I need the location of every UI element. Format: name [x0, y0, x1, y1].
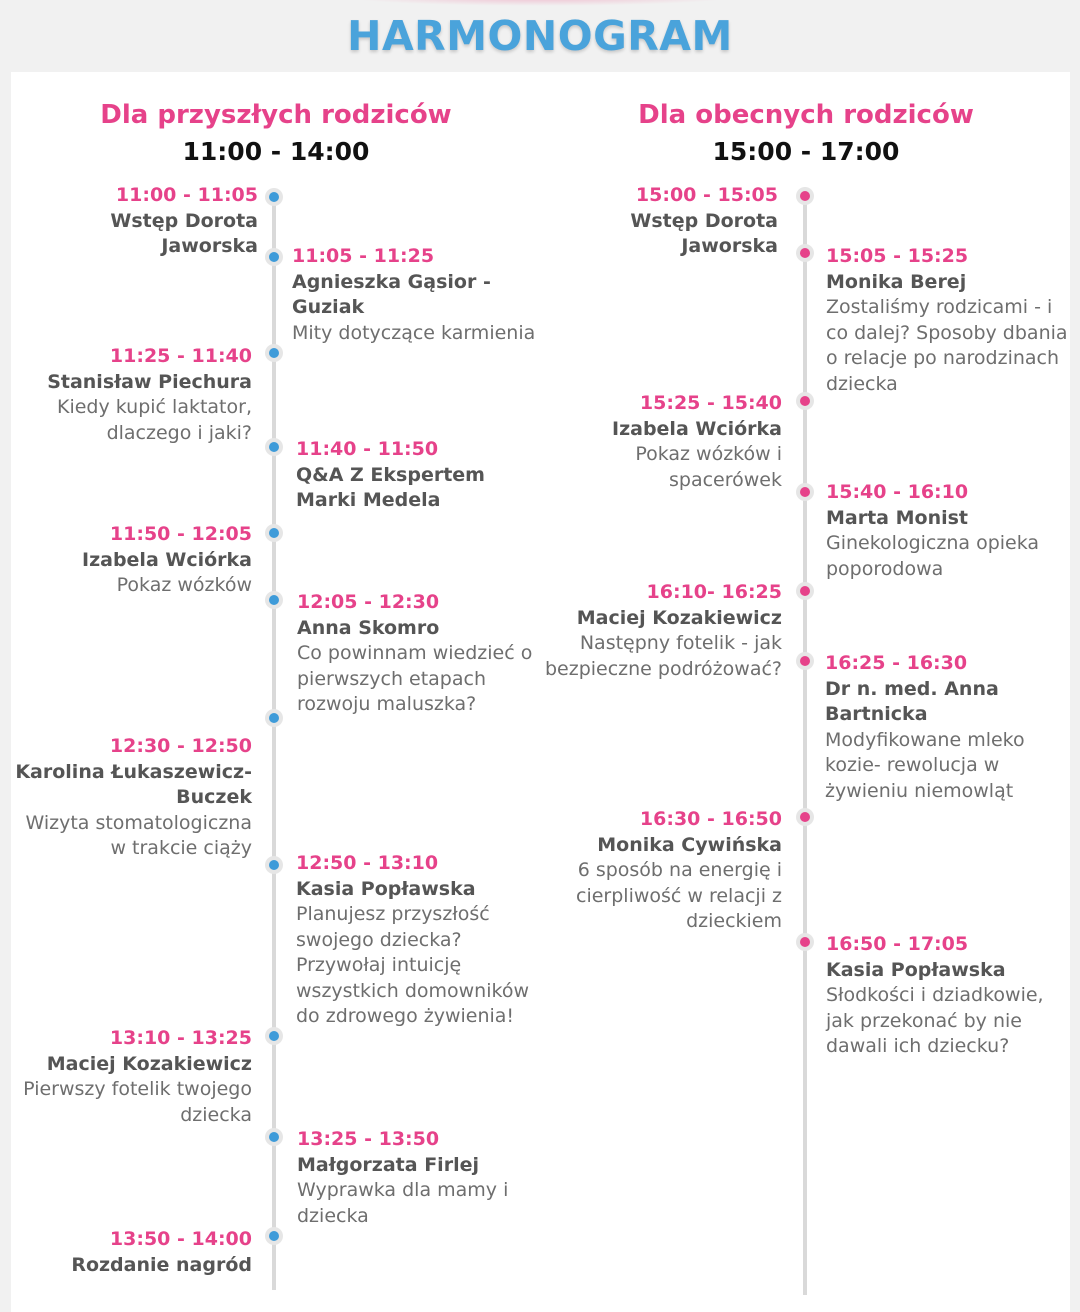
event-time: 12:50 - 13:10 — [296, 852, 439, 874]
event-description: Następny fotelik - jak bezpieczne podróżować? — [544, 632, 782, 680]
column-title-future-parents: Dla przyszłych rodziców — [100, 100, 452, 130]
event-speaker: Izabela Wciórka — [612, 417, 782, 440]
event-description: Modyfikowane mleko kozie- rewolucja w żywieniu niemowląt — [825, 728, 1025, 802]
schedule-event — [296, 437, 536, 514]
event-description: Zostaliśmy rodzicami - i co dalej? Sposoby dbania o relacje po narodzinach dziecka — [826, 296, 1068, 395]
event-time: 16:50 - 17:05 — [826, 933, 969, 955]
event-time: 12:30 - 12:50 — [109, 735, 252, 757]
timeline-dot — [269, 192, 279, 202]
event-speaker: Maciej Kozakiewicz — [576, 606, 782, 629]
event-description: Wyprawka dla mamy i dziecka — [297, 1179, 509, 1227]
decorative-glow — [340, 0, 740, 6]
event-description: Pokaz wózków — [116, 574, 252, 596]
schedule-event — [292, 244, 536, 346]
event-time: 13:50 - 14:00 — [109, 1228, 252, 1250]
event-speaker: Kasia Popławska — [826, 958, 1006, 981]
event-speaker: Małgorzata Firlej — [297, 1153, 479, 1176]
event-description: Wizyta stomatologiczna w trakcie ciąży — [25, 811, 252, 859]
event-description: Mity dotyczące karmienia — [292, 321, 536, 344]
schedule-event — [12, 734, 252, 862]
event-description: Pokaz wózków i spacerówek — [635, 443, 782, 491]
event-time: 11:05 - 11:25 — [292, 245, 435, 267]
timeline-dot — [269, 1132, 279, 1142]
column-time-range-future-parents: 11:00 - 14:00 — [182, 137, 370, 166]
event-time: 12:05 - 12:30 — [297, 591, 440, 613]
event-speaker: Q&A Z Ekspertem Marki Medela — [296, 463, 485, 511]
schedule-event — [826, 480, 1066, 582]
schedule-event — [542, 580, 782, 682]
timeline-dot — [800, 396, 810, 406]
event-time: 15:25 - 15:40 — [639, 392, 782, 414]
timeline-dot — [800, 812, 810, 822]
column-title-current-parents: Dla obecnych rodziców — [638, 100, 974, 130]
event-speaker: Dr n. med. Anna Bartnicka — [825, 677, 999, 725]
event-description: Planujesz przyszłość swojego dziecka? Przywołaj intuicję wszystkich domowników do zdrowego żywienia! — [296, 903, 529, 1027]
timeline-dot — [269, 528, 279, 538]
event-speaker: Maciej Kozakiewicz — [46, 1052, 252, 1075]
event-time: 11:25 - 11:40 — [109, 345, 252, 367]
event-speaker: Monika Cywińska — [597, 833, 782, 856]
event-speaker: Wstęp Dorota Jaworska — [630, 209, 778, 257]
schedule-event — [12, 183, 258, 260]
schedule-event — [530, 183, 778, 260]
event-speaker: Anna Skomro — [297, 616, 440, 639]
schedule-event — [582, 391, 782, 493]
event-speaker: Wstęp Dorota Jaworska — [110, 209, 258, 257]
event-time: 11:00 - 11:05 — [115, 184, 258, 206]
schedule-event — [32, 522, 252, 599]
schedule-event — [825, 651, 1045, 804]
timeline-dot — [269, 252, 279, 262]
event-speaker: Agnieszka Gąsior - Guziak — [292, 270, 491, 318]
event-speaker: Kasia Popławska — [296, 877, 476, 900]
schedule-event — [826, 932, 1072, 1060]
event-time: 15:40 - 16:10 — [826, 481, 969, 503]
timeline-dot — [269, 442, 279, 452]
event-time: 13:25 - 13:50 — [297, 1128, 440, 1150]
schedule-event — [297, 1127, 533, 1229]
schedule-event — [826, 244, 1072, 397]
event-time: 13:10 - 13:25 — [109, 1027, 252, 1049]
schedule-event — [296, 851, 532, 1030]
event-time: 16:30 - 16:50 — [639, 808, 782, 830]
event-description: Ginekologiczna opieka poporodowa — [826, 532, 1040, 580]
timeline-dot — [800, 656, 810, 666]
timeline-dot — [800, 191, 810, 201]
timeline-dot — [269, 1231, 279, 1241]
timeline-dot — [269, 713, 279, 723]
event-time: 15:05 - 15:25 — [826, 245, 969, 267]
event-description: Kiedy kupić laktator, dlaczego i jaki? — [56, 396, 252, 444]
timeline-dot — [269, 1031, 279, 1041]
event-time: 11:40 - 11:50 — [296, 438, 439, 460]
schedule-event — [297, 590, 533, 718]
event-description: 6 sposób na energię i cierpliwość w relacji z dzieckiem — [576, 859, 782, 932]
column-time-range-current-parents: 15:00 - 17:00 — [712, 137, 900, 166]
event-description: Pierwszy fotelik twojego dziecka — [23, 1078, 252, 1126]
timeline-dot — [800, 248, 810, 258]
event-time: 16:25 - 16:30 — [825, 652, 968, 674]
timeline-dot — [269, 348, 279, 358]
timeline-dot — [800, 937, 810, 947]
schedule-event — [572, 807, 782, 935]
event-speaker: Monika Berej — [826, 270, 967, 293]
event-time: 15:00 - 15:05 — [635, 184, 778, 206]
timeline-line-right — [803, 190, 807, 1295]
event-speaker: Rozdanie nagród — [71, 1253, 252, 1276]
event-speaker: Karolina Łukaszewicz-Buczek — [15, 760, 252, 808]
event-speaker: Stanisław Piechura — [47, 370, 252, 393]
timeline-dot — [800, 487, 810, 497]
event-speaker: Izabela Wciórka — [82, 548, 252, 571]
schedule-event — [22, 1026, 252, 1128]
event-description: Słodkości i dziadkowie, jak przekonać by nie dawali ich dziecku? — [826, 984, 1044, 1057]
event-time: 16:10- 16:25 — [646, 581, 782, 603]
event-speaker: Marta Monist — [826, 506, 969, 529]
timeline-dot — [269, 860, 279, 870]
schedule-event — [32, 344, 252, 446]
timeline-dot — [800, 586, 810, 596]
event-time: 11:50 - 12:05 — [109, 523, 252, 545]
schedule-event — [32, 1227, 252, 1278]
timeline-dot — [269, 595, 279, 605]
page-title: HARMONOGRAM — [347, 12, 733, 60]
event-description: Co powinnam wiedzieć o pierwszych etapach rozwoju maluszka? — [297, 642, 533, 715]
